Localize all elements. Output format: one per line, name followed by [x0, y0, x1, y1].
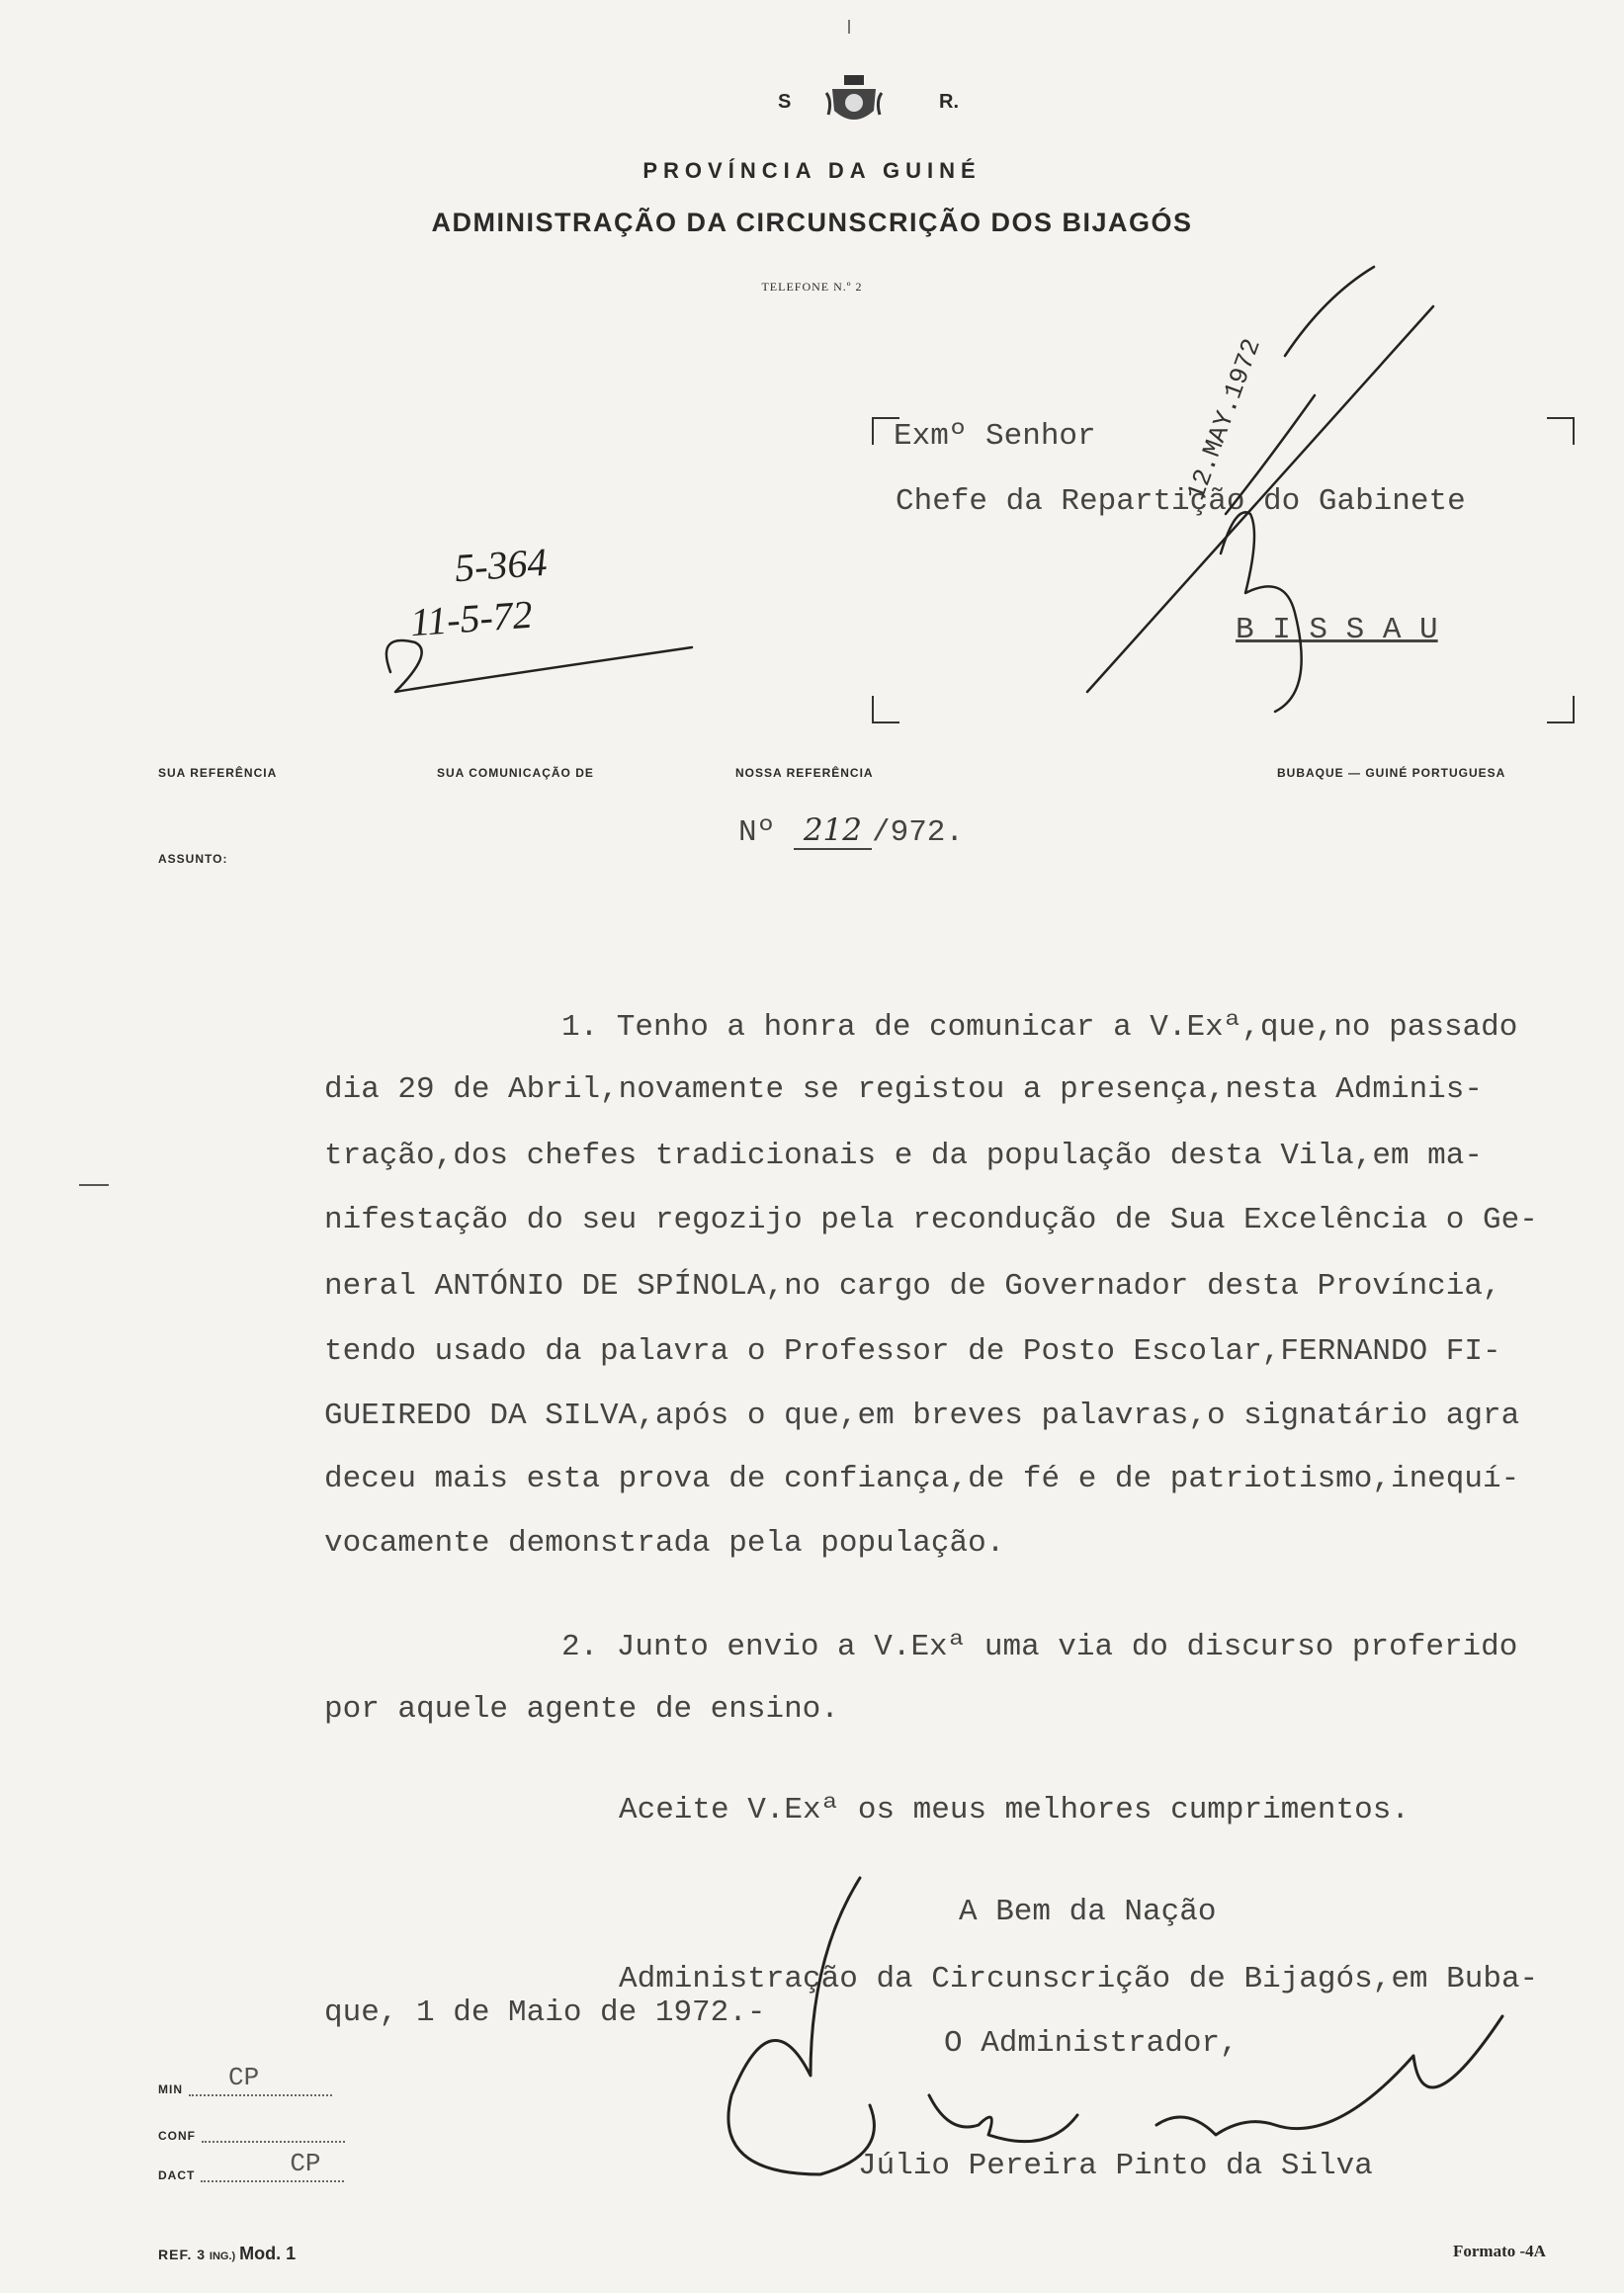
paper-format: Formato -4A: [1453, 2242, 1546, 2260]
form-ref-mod: Mod. 1: [239, 2244, 297, 2263]
form-reference: [158, 2244, 296, 2264]
place-line1: Administração da Circunscrição de Bijagós,em Buba-: [619, 1962, 1539, 1996]
body-p1-line6: tendo usado da palavra o Professor de Posto Escolar,FERNANDO FI-: [324, 1334, 1501, 1369]
reference-number: [738, 812, 964, 850]
reference-prefix: Nº: [738, 815, 776, 850]
form-ref-ing: ING.): [209, 2251, 236, 2262]
initial-scribble: [1221, 512, 1302, 712]
motto: A Bem da Nação: [959, 1895, 1217, 1929]
telephone-number: TELEFONE N.º 2: [761, 280, 863, 294]
body-p1-line8: deceu mais esta prova de confiança,de fé e de patriotismo,inequí-: [324, 1462, 1520, 1496]
body-p1-line2: dia 29 de Abril,novamente se registou a presença,nesta Adminis-: [324, 1072, 1483, 1107]
reference-year: /972.: [872, 815, 965, 850]
margin-handwritten-date: 11-5-72: [408, 591, 535, 645]
conf-field: [158, 2127, 345, 2143]
header-location: BUBAQUE — GUINÉ PORTUGUESA: [1277, 766, 1506, 780]
min-field: [158, 2063, 332, 2096]
body-p2-line1: 2. Junto envio a V.Exª uma via do discurso proferido: [561, 1630, 1518, 1664]
dact-value: CP: [290, 2149, 321, 2178]
body-p1-line4: nifestação do seu regozijo pela recondução de Sua Excelência o Ge-: [324, 1203, 1538, 1237]
body-p1-line3: tração,dos chefes tradicionais e da população desta Vila,em ma-: [324, 1139, 1483, 1173]
body-p1-line1: 1. Tenho a honra de comunicar a V.Exª,que,no passado: [561, 1010, 1518, 1045]
diagonal-pen-stroke: [1087, 306, 1433, 692]
recipient-salutation: Exmº Senhor: [894, 419, 1096, 454]
letterhead-r: R.: [939, 91, 959, 113]
reference-handwritten-number: 212: [794, 812, 872, 850]
recipient-city: B I S S A U: [1236, 613, 1438, 647]
dact-label: DACT: [158, 2168, 196, 2182]
header-nossa-referencia: NOSSA REFERÊNCIA: [735, 766, 874, 780]
dact-dotted-line: [201, 2149, 344, 2182]
closing-line: Aceite V.Exª os meus melhores cumprimentos.: [619, 1793, 1410, 1827]
form-ref-prefix: REF. 3: [158, 2247, 207, 2262]
body-p2-line2: por aquele agente de ensino.: [324, 1692, 839, 1727]
top-center-mark: [848, 20, 850, 34]
received-date-stamp: 12.MAY.1972: [1181, 334, 1267, 505]
place-line2: que, 1 de Maio de 1972.-: [324, 1996, 766, 2030]
header-assunto: ASSUNTO:: [158, 852, 228, 866]
letterhead-s: S: [778, 91, 792, 113]
margin-signature: [386, 640, 692, 692]
min-label: MIN: [158, 2082, 183, 2096]
min-value: CP: [228, 2063, 260, 2092]
signatory-name: Júlio Pereira Pinto da Silva: [858, 2149, 1373, 2183]
province-title: PROVÍNCIA DA GUINÉ: [642, 158, 982, 183]
signatory-title: O Administrador,: [944, 2026, 1239, 2061]
recipient-title: Chefe da Repartição do Gabinete: [896, 484, 1466, 519]
min-dotted-line: [189, 2063, 332, 2096]
dact-field: [158, 2149, 344, 2182]
margin-fold-mark: [79, 1184, 109, 1186]
conf-label: CONF: [158, 2129, 196, 2143]
body-p1-line9: vocamente demonstrada pela população.: [324, 1526, 1005, 1561]
margin-handwritten-number: 5-364: [453, 539, 549, 591]
body-p1-line7: GUEIREDO DA SILVA,após o que,em breves palavras,o signatário agra: [324, 1399, 1520, 1433]
conf-dotted-line: [202, 2127, 345, 2143]
header-sua-referencia: SUA REFERÊNCIA: [158, 766, 278, 780]
body-p1-line5: neral ANTÓNIO DE SPÍNOLA,no cargo de Governador desta Província,: [324, 1269, 1501, 1304]
administration-title: ADMINISTRAÇÃO DA CIRCUNSCRIÇÃO DOS BIJAGÓS: [431, 208, 1193, 237]
header-sua-comunicacao: SUA COMUNICAÇÃO DE: [437, 766, 594, 780]
